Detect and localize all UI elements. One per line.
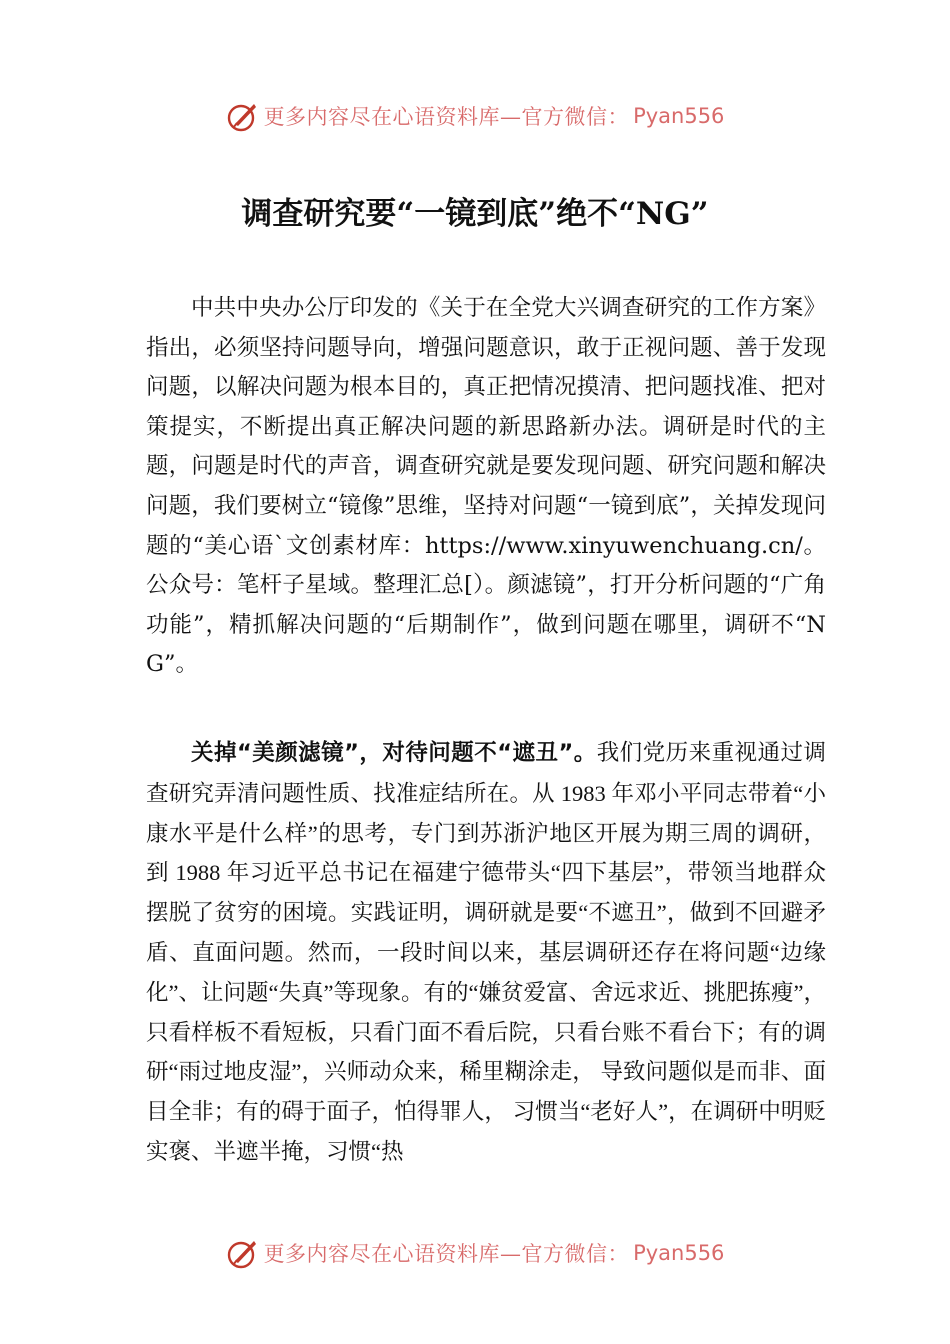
watermark-text: 更多内容尽在心语资料库—官方微信： (263, 1242, 630, 1266)
paragraph-2-lead: 关掉“美颜滤镜”，对待问题不“遮丑”。 (191, 740, 597, 766)
paragraph-2-body: 我们党历来重视通过调查研究弄清问题性质、找准症结所在。从 1983 年邓小平同志带着“小康水平是什么样”的思考，专门到苏浙沪地区开展为期三周的调研，到 1988 年习近平总书记在福建宁德带头“四下基层”，带领当地群众摆脱了贫穷的困境。实践证明，调研就是要“不遮丑”，做到不回避矛盾、直面问题。然而，一段时间以来，基层调研还存在将问题“边缘化”、让问题“失真”等现象。有的“嫌贫爱富、舍远求近、挑肥拣瘦”，只看样板不看短板，只看门面不看后院，只看台账不看台下；有的调研“雨过地皮湿”，兴师动众来，稀里糊涂走， 导致问题似是而非、面目全非；有的碍于面子，怕得罪人， 习惯当“老好人”，在调研中明贬实褒、半遮半掩，习惯“热 (146, 740, 826, 1164)
quill-logo-icon (226, 1236, 260, 1270)
paragraph-2 (146, 733, 826, 1172)
header-watermark (0, 96, 950, 136)
watermark-wechat-id: Pyan556 (633, 104, 725, 128)
watermark-text: 更多内容尽在心语资料库—官方微信： (263, 105, 630, 129)
footer-watermark (0, 1233, 950, 1273)
quill-logo-icon (226, 99, 260, 133)
article-title: 调查研究要“一镜到底”绝不“NG” (241, 196, 709, 232)
watermark-wechat-id: Pyan556 (633, 1241, 725, 1265)
paragraph-1: 中共中央办公厅印发的《关于在全党大兴调查研究的工作方案》指出，必须坚持问题导向，增强问题意识，敢于正视问题、善于发现问题，以解决问题为根本目的，真正把情况摸清、把问题找准、把对策提实，不断提出真正解决问题的新思路新办法。调研是时代的主题，问题是时代的声音，调查研究就是要发现问题、研究问题和解决问题，我们要树立“镜像”思维，坚持对问题“一镜到底”，关掉发现问题的“美心语`文创素材库：https://www.xinyuwenchuang.cn/。公众号：笔杆子星域。整理汇总[）。颜滤镜”，打开分析问题的“广角功能”，精抓解决问题的“后期制作”，做到问题在哪里，调研不“NG”。 (146, 295, 826, 678)
